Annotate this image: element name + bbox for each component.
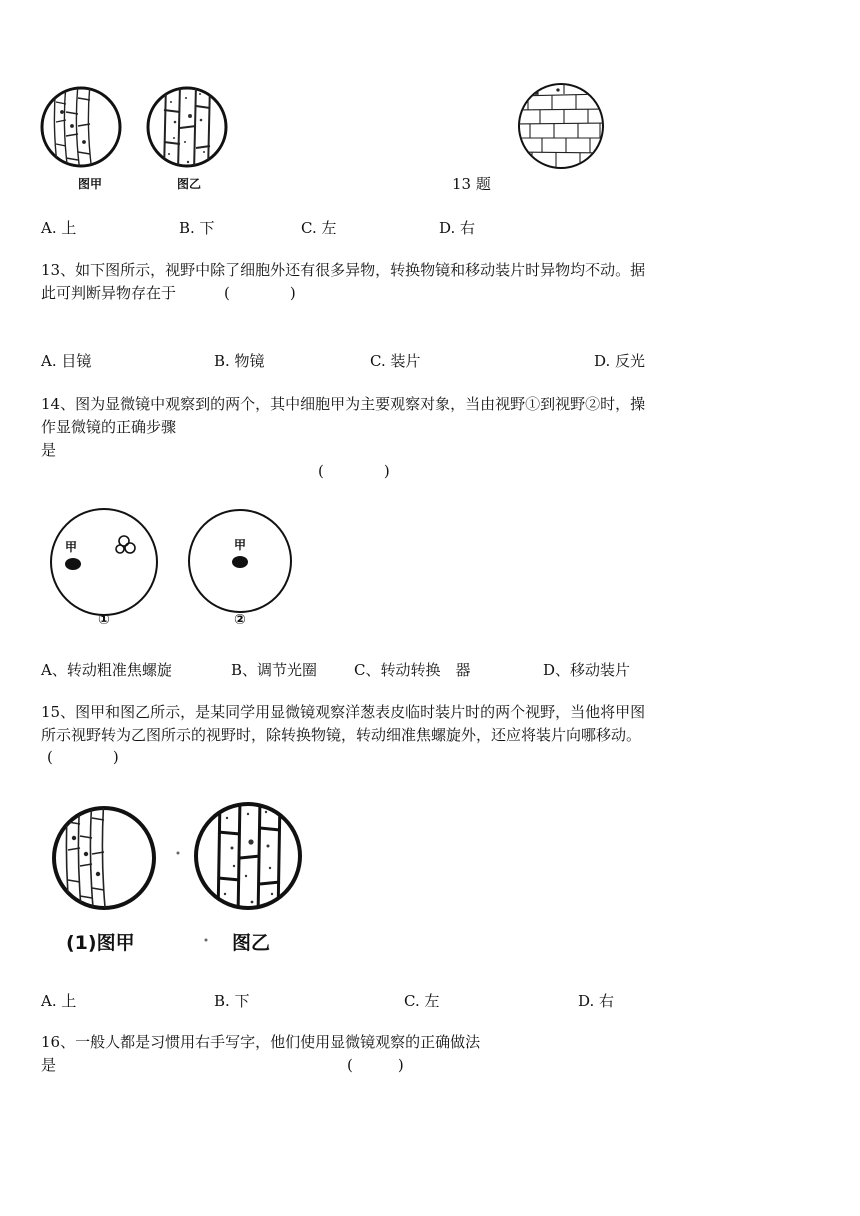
q14-field-caption-2: ② — [234, 612, 246, 628]
q15-text-line1: 15、图甲和图乙所示，是某同学用显微镜观察洋葱表皮临时装片时的两个视野，当他将甲图 — [41, 703, 646, 721]
q14-text-line3: 是 — [41, 441, 57, 459]
q14-option-d: D、移动装片 — [543, 661, 631, 679]
q15-fig-caption-jia: (1)图甲 — [66, 932, 135, 954]
microscope-fields-illustration — [48, 508, 298, 630]
q13-option-b: B. 物镜 — [214, 352, 265, 370]
q13-text-line1: 13、如下图所示，视野中除了细胞外还有很多异物，转换物镜和移动装片时异物均不动。据 — [41, 261, 646, 279]
q15-option-b: B. 下 — [214, 992, 250, 1010]
q14-cell-label-1: 甲 — [65, 540, 78, 554]
q14-text-line2: 作显微镜的正确步骤 — [41, 418, 177, 436]
fig-label-yi: 图乙 — [177, 177, 202, 191]
q15-option-c: C. 左 — [404, 992, 440, 1010]
q16-text-line1: 16、一般人都是习惯用右手写字，他们使用显微镜观察的正确做法 — [41, 1033, 481, 1051]
q13-option-a: A. 目镜 — [41, 352, 92, 370]
q15-option-a: A. 上 — [41, 992, 77, 1010]
figure-top-left — [38, 82, 238, 194]
q12-option-d: D. 右 — [439, 219, 476, 237]
q12-option-c: C. 左 — [301, 219, 337, 237]
q14-cell-label-2: 甲 — [234, 538, 247, 552]
q14-option-c: C、转动转换 器 — [354, 661, 471, 679]
onion-cell-view-illustration — [516, 82, 608, 170]
figure-top-right — [516, 82, 608, 170]
figure-q14 — [48, 508, 298, 630]
q13-text-line2: 此可判断异物存在于 — [41, 284, 177, 302]
q14-text-line1: 14、图为显微镜中观察到的两个，其中细胞甲为主要观察对象，当由视野①到视野②时，操 — [41, 395, 646, 413]
q12-option-a: A. 上 — [41, 219, 77, 237]
q15-text-line2: 所示视野转为乙图所示的视野时，除转换物镜，转动细准焦螺旋外，还应将装片向哪移动。 — [41, 726, 642, 744]
q14-field-caption-1: ① — [98, 612, 110, 628]
q15-fig-caption-yi: 图乙 — [232, 932, 271, 954]
q13-option-d: D. 反光 — [594, 352, 646, 370]
microscope-view-jia-illustration — [38, 82, 238, 194]
figure-q15 — [54, 798, 314, 958]
q14-option-b: B、调节光圈 — [231, 661, 318, 679]
q16-text-line2: 是 — [41, 1056, 57, 1074]
fig-caption-13: 13 题 — [452, 175, 491, 193]
q12-option-b: B. 下 — [179, 219, 215, 237]
q16-answer-paren: ( ) — [347, 1056, 404, 1074]
q15-option-d: D. 右 — [578, 992, 615, 1010]
q13-answer-paren: ( ) — [224, 284, 296, 302]
q13-option-c: C. 装片 — [370, 352, 421, 370]
q15-answer-paren: ( ) — [47, 748, 119, 766]
q14-option-a: A、转动粗准焦螺旋 — [41, 661, 172, 679]
q14-answer-paren: ( ) — [318, 462, 390, 480]
fig-label-jia: 图甲 — [78, 177, 103, 191]
